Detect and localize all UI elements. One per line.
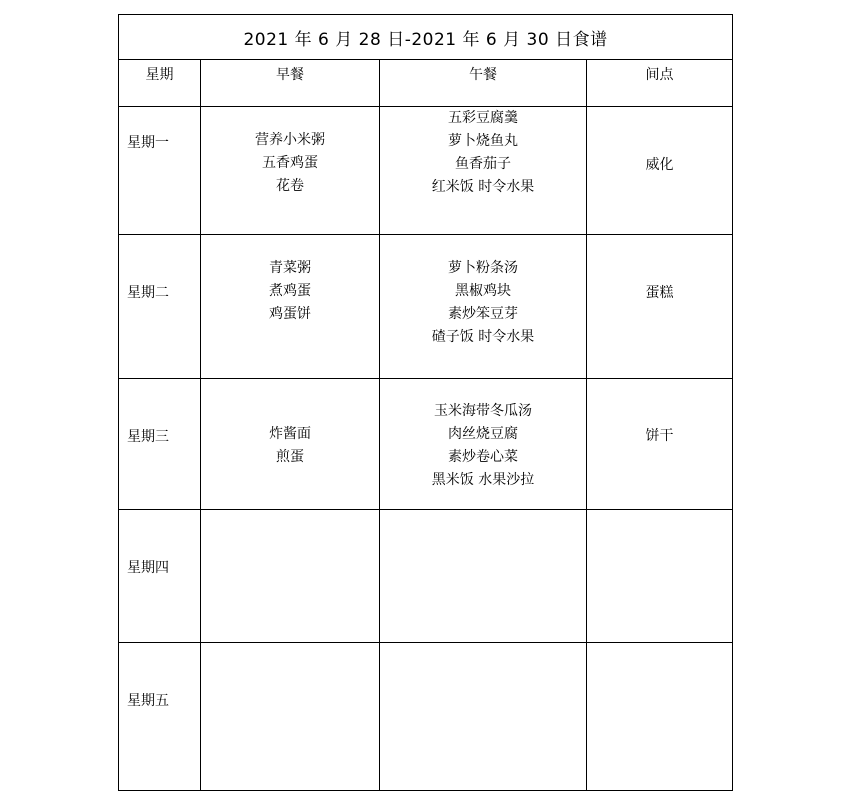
day-cell: [119, 235, 201, 379]
breakfast-item: 五香鸡蛋: [262, 155, 318, 171]
snack-cell: [587, 107, 733, 235]
day-label: 星期二: [127, 285, 169, 301]
breakfast-cell: [201, 643, 380, 791]
table-row: [119, 235, 733, 379]
lunch-cell: [380, 107, 587, 235]
lunch-item: 素炒笨豆芽: [448, 306, 518, 322]
day-cell: [119, 643, 201, 791]
snack-cell: [587, 235, 733, 379]
breakfast-item: 炸酱面: [269, 426, 311, 442]
day-label: 星期四: [127, 560, 169, 576]
day-label: 星期一: [127, 135, 169, 151]
breakfast-cell: [201, 235, 380, 379]
breakfast-item: 青菜粥: [269, 260, 311, 276]
menu-table: [118, 14, 733, 791]
lunch-item: 鱼香茄子: [455, 156, 511, 172]
table-row: [119, 643, 733, 791]
header-lunch: 午餐: [380, 60, 587, 107]
breakfast-item: 鸡蛋饼: [269, 306, 311, 322]
breakfast-item: 花卷: [276, 178, 304, 194]
day-cell: [119, 107, 201, 235]
header-row: [119, 60, 733, 107]
header-breakfast: 早餐: [201, 60, 380, 107]
lunch-item: 玉米海带冬瓜汤: [434, 403, 532, 419]
lunch-cell: [380, 510, 587, 643]
lunch-item: 素炒卷心菜: [448, 449, 518, 465]
breakfast-item: 煎蛋: [276, 449, 304, 465]
lunch-cell: [380, 643, 587, 791]
lunch-item: 黑椒鸡块: [455, 283, 511, 299]
snack-cell: [587, 643, 733, 791]
snack-item: 威化: [645, 157, 674, 173]
lunch-item: 萝卜烧鱼丸: [448, 133, 518, 149]
lunch-cell: [380, 235, 587, 379]
snack-cell: [587, 379, 733, 510]
header-day: 星期: [119, 60, 201, 107]
day-label: 星期五: [127, 693, 169, 709]
snack-item: 蛋糕: [645, 285, 674, 301]
breakfast-item: 煮鸡蛋: [269, 283, 311, 299]
header-snack: 间点: [587, 60, 733, 107]
day-cell: [119, 510, 201, 643]
table-row: [119, 107, 733, 235]
table-row: [119, 379, 733, 510]
menu-title: 2021 年 6 月 28 日-2021 年 6 月 30 日食谱: [119, 15, 733, 60]
lunch-item: 红米饭 时令水果: [431, 179, 535, 195]
lunch-item: 黑米饭 水果沙拉: [431, 472, 535, 488]
snack-cell: [587, 510, 733, 643]
day-label: 星期三: [127, 429, 169, 445]
lunch-cell: [380, 379, 587, 510]
lunch-item: 肉丝烧豆腐: [448, 426, 518, 442]
snack-item: 饼干: [645, 428, 674, 444]
lunch-item: 五彩豆腐羹: [448, 110, 518, 126]
breakfast-cell: [201, 379, 380, 510]
breakfast-cell: [201, 510, 380, 643]
title-row: [119, 15, 733, 60]
breakfast-item: 营养小米粥: [255, 132, 325, 148]
lunch-item: 萝卜粉条汤: [448, 260, 518, 276]
table-row: [119, 510, 733, 643]
breakfast-cell: [201, 107, 380, 235]
lunch-item: 碴子饭 时令水果: [431, 329, 535, 345]
day-cell: [119, 379, 201, 510]
